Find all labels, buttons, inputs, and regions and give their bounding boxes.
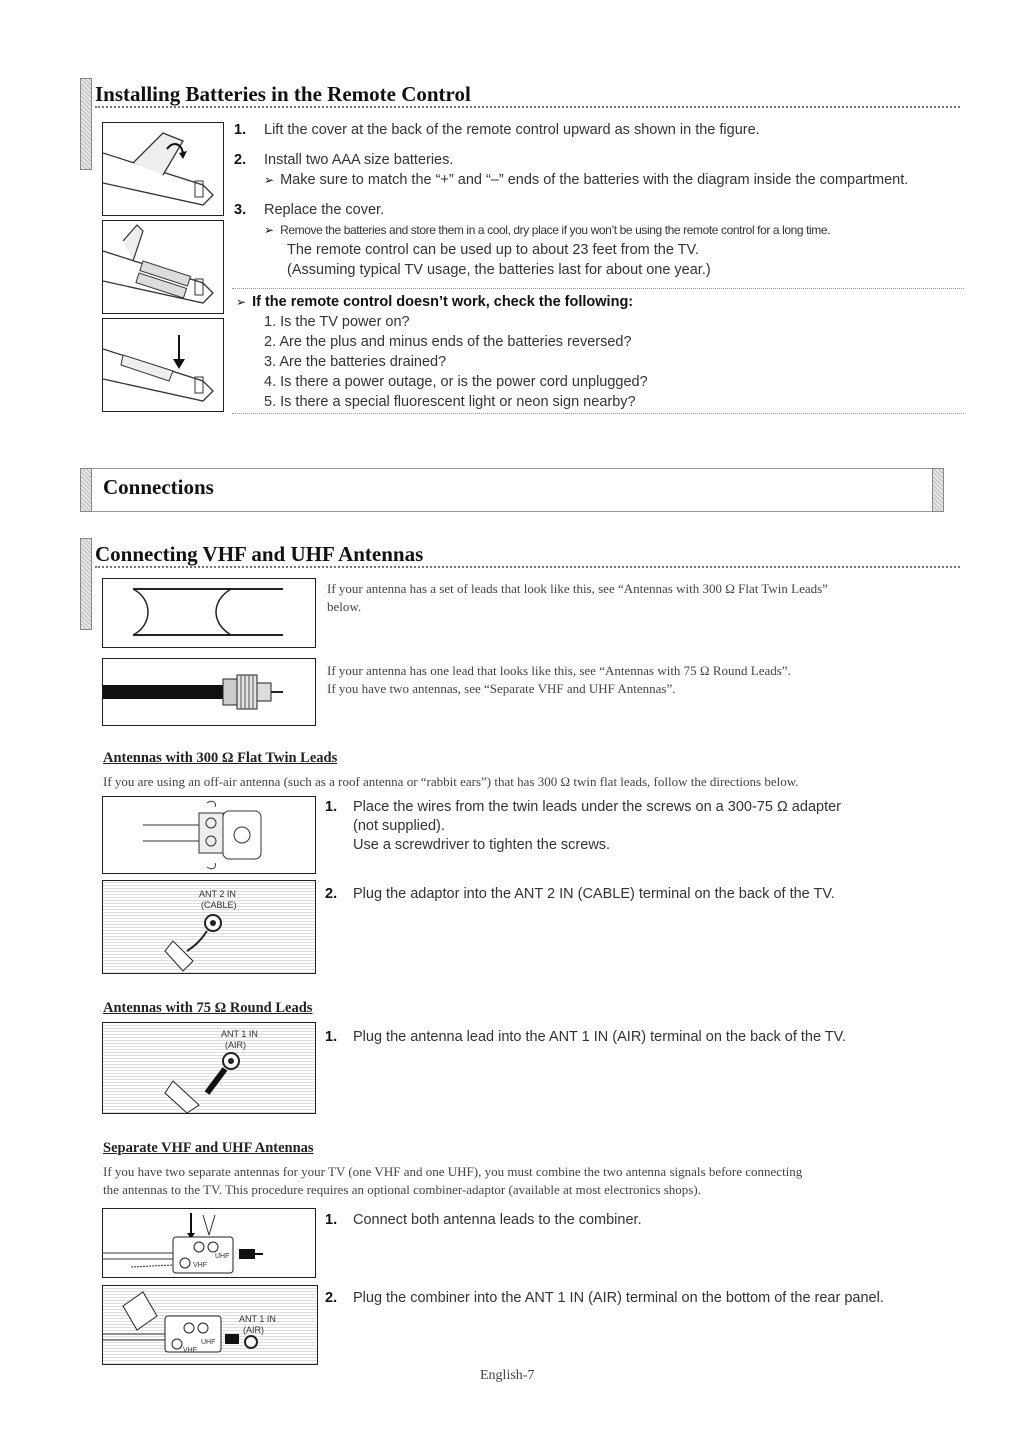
fig-label: (AIR): [225, 1040, 246, 1050]
antennas-title: Connecting VHF and UHF Antennas: [95, 542, 424, 566]
note-range: The remote control can be used up to about 23 feet from the TV.: [287, 242, 699, 258]
note-arrow-icon: ➢: [264, 223, 275, 237]
round-step-1: [325, 1027, 965, 1051]
trouble-item: 4. Is there a power outage, or is the power cord unplugged?: [264, 374, 648, 390]
section-marker: [80, 538, 92, 630]
troubleshooting: [232, 292, 972, 412]
intro-flat-line-2: below.: [327, 599, 362, 614]
note-arrow-icon: ➢: [264, 173, 275, 187]
step-text: Connect both antenna leads to the combiner.: [353, 1212, 642, 1228]
section-marker: [932, 468, 944, 512]
fig-label: ANT 1 IN: [221, 1029, 258, 1039]
step-number: 1.: [325, 1212, 338, 1228]
step-number: 2.: [234, 152, 247, 168]
note-polarity: [264, 170, 908, 190]
flat-step-2: [325, 884, 965, 908]
remote-open-cover-figure: [102, 122, 224, 216]
step-text: Use a screwdriver to tighten the screws.: [353, 837, 611, 853]
section-marker: [80, 468, 92, 512]
trouble-title: If the remote control doesn’t work, check the following:: [252, 294, 634, 310]
step-text: Plug the antenna lead into the ANT 1 IN (AIR) terminal on the back of the TV.: [353, 1029, 847, 1045]
intro-round: If your antenna has one lead that looks like this, see “Antennas with 75 Ω Round Leads”.: [327, 663, 791, 678]
section-marker: [80, 78, 92, 170]
divider: [232, 288, 964, 289]
trouble-item: 5. Is there a special fluorescent light or neon sign nearby?: [264, 394, 636, 410]
trouble-item: 3. Are the batteries drained?: [264, 354, 447, 370]
separate-subtitle: Separate VHF and UHF Antennas: [103, 1140, 314, 1156]
trouble-item: 2. Are the plus and minus ends of the batteries reversed?: [264, 334, 632, 350]
intro-flat-line-1: If your antenna has a set of leads that look like this, see “Antennas with 300 Ω Flat Twin Leads”: [327, 581, 828, 596]
note-life: (Assuming typical TV usage, the batteries last for about one year.): [287, 262, 711, 278]
step-text: Lift the cover at the back of the remote control upward as shown in the figure.: [264, 122, 760, 138]
remote-close-cover-figure: [102, 318, 224, 412]
step-text: Install two AAA size batteries.: [264, 152, 454, 168]
flat-step-1: [325, 797, 965, 861]
step-number: 1.: [325, 1029, 338, 1045]
note-store: [264, 220, 830, 240]
separate-step-2: [325, 1288, 965, 1312]
note-text: Make sure to match the “+” and “–” ends of the batteries with the diagram inside the compartment.: [280, 172, 909, 188]
divider: [232, 413, 964, 414]
remote-batteries-figure: [102, 220, 224, 314]
fig-label: UHF: [201, 1339, 216, 1346]
connections-title: Connections: [103, 475, 214, 499]
fig-label: ANT 1 IN: [239, 1314, 276, 1324]
step-text: (not supplied).: [353, 818, 445, 834]
section-rule: [95, 106, 960, 108]
flat-twin-lead-figure: [102, 578, 316, 648]
fig-label: VHF: [183, 1347, 197, 1354]
round-leads-subtitle: Antennas with 75 Ω Round Leads: [103, 1000, 313, 1016]
ant1-terminal-figure: [102, 1022, 316, 1114]
fig-label: (CABLE): [201, 900, 237, 910]
combiner-terminal-figure: [102, 1285, 318, 1365]
step-text: Place the wires from the twin leads under the screws on a 300-75 Ω adapter: [353, 799, 841, 815]
fig-label: UHF: [215, 1253, 230, 1260]
batteries-title: Installing Batteries in the Remote Control: [95, 82, 471, 106]
section-rule: [95, 566, 960, 568]
fig-label: VHF: [193, 1262, 207, 1269]
trouble-item: 1. Is the TV power on?: [264, 314, 410, 330]
intro-two: If you have two antennas, see “Separate VHF and UHF Antennas”.: [327, 681, 676, 696]
note-arrow-icon: ➢: [236, 295, 247, 309]
page-footer: English-7: [480, 1368, 535, 1383]
step-number: 1.: [234, 122, 247, 138]
ant2-terminal-figure: [102, 880, 316, 974]
fig-label: ANT 2 IN: [199, 889, 236, 899]
separate-step-1: [325, 1210, 965, 1234]
round-lead-figure: [102, 658, 316, 726]
step-number: 1.: [325, 799, 338, 815]
flat-leads-subtitle: Antennas with 300 Ω Flat Twin Leads: [103, 750, 338, 766]
step-number: 2.: [325, 1290, 338, 1306]
trouble-heading: [236, 292, 633, 312]
step-text: Plug the adaptor into the ANT 2 IN (CABLE) terminal on the back of the TV.: [353, 886, 835, 902]
separate-desc-1: If you have two separate antennas for your TV (one VHF and one UHF), you must combine the two antenna signals before connecting: [103, 1164, 803, 1179]
step-number: 3.: [234, 202, 247, 218]
adapter-figure: [102, 796, 316, 874]
step-number: 2.: [325, 886, 338, 902]
combiner-figure: [102, 1208, 316, 1278]
note-text: Remove the batteries and store them in a cool, dry place if you won’t be using the remote control for a long time.: [280, 223, 831, 237]
step-text: Plug the combiner into the ANT 1 IN (AIR) terminal on the bottom of the rear panel.: [353, 1290, 884, 1306]
fig-label: (AIR): [243, 1325, 264, 1335]
flat-leads-desc: If you are using an off-air antenna (such as a roof antenna or “rabbit ears”) that has 300 Ω twin flat leads, follow the directions below.: [103, 774, 799, 789]
step-text: Replace the cover.: [264, 202, 385, 218]
separate-desc-2: the antennas to the TV. This procedure requires an optional combiner-adaptor (available at most electronics shops).: [103, 1182, 701, 1197]
